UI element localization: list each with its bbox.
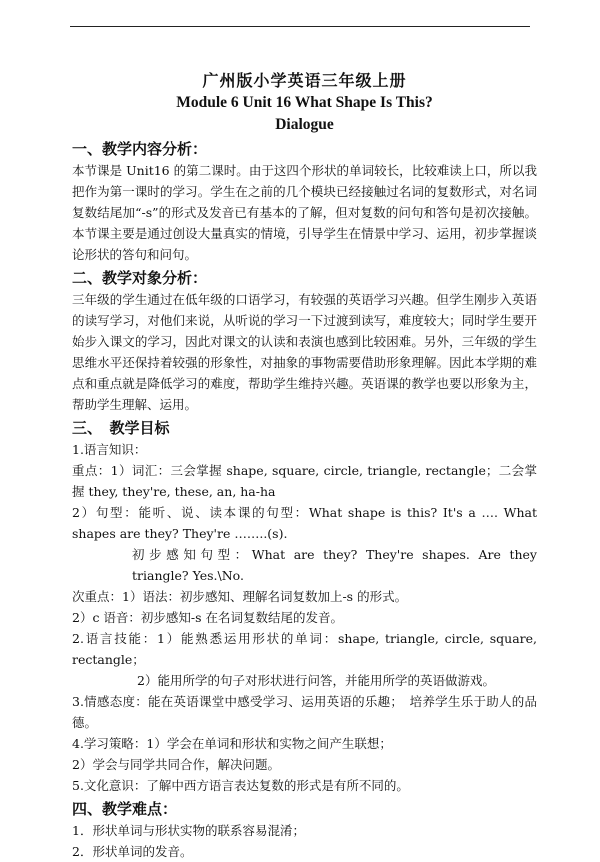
document-page [72,70,537,862]
objective-line: 次重点：1）语法：初步感知、理解名词复数加上-s 的形式。 [72,589,408,604]
section4-heading: 四、教学难点： [72,800,178,818]
header-rule [70,26,530,27]
objective-line: 5.文化意识：了解中西方语言表达复数的形式是有所不同的。 [72,778,409,793]
difficulty-line: 2．形状单词的发音。 [72,844,193,859]
objective-line: 2）学会与同学共同合作，解决问题。 [72,757,280,772]
section3-heading: 三、 教学目标 [72,419,170,437]
section1-body: 本节课是 Unit16 的第二课时。由于这四个形状的单词较长，比较难读上口，所以我把作为第一课时的学习。学生在之前的几个模块已经接触过名词的复数形式，对名词复数结尾加“-s”的形式及发音已有基本的了解，但对复数的问句和答句是初次接触。本节课主要是通过创设大量真实的情境，引导学生在情景中学习、运用，初步掌握谈论形状的答句和问句。 [72,163,537,262]
objective-line: 2.语言技能：1）能熟悉运用形状的单词：shape, triangle, circle, square, rectangle； [72,631,537,667]
objective-line: 2）能用所学的句子对形状进行问答，并能用所学的英语做游戏。 [137,673,495,688]
lesson-subtitle: Dialogue [275,116,334,133]
document-title: 广州版小学英语三年级上册 [202,71,407,90]
objective-line: 重点：1）词汇：三会掌握 shape, square, circle, triangle, rectangle；二会掌握 they, they're, these, an, ha-ha [72,463,537,499]
objective-line: 4.学习策略：1）学会在单词和形状和实物之间产生联想； [72,736,392,751]
difficulty-line: 1．形状单词与形状实物的联系容易混淆； [72,823,305,838]
section2-body: 三年级的学生通过在低年级的口语学习，有较强的英语学习兴趣。但学生刚步入英语的读写学习，对他们来说，从听说的学习一下过渡到读写，难度较大；同时学生要开始步入课文的学习，因此对课文的认读和表演也感到比较困难。另外，三年级的学生思维水平还保持着较强的形象性，对抽象的事物需要借助形象理解。因此本学期的难点和重点就是降低学习的难度，帮助学生维持兴趣。英语课的教学也要以形象为主，帮助学生理解、运用。 [72,292,537,412]
objective-line: 初步感知句型：What are they? They're shapes. Are they triangle? Yes.\No. [132,547,537,583]
objective-line: 3.情感态度：能在英语课堂中感受学习、运用英语的乐趣； 培养学生乐于助人的品德。 [72,694,537,730]
objective-line: 2）句型：能听、说、读本课的句型：What shape is this? It's a …. What shapes are they? They're ……..(s). [72,505,537,541]
lesson-title: Module 6 Unit 16 What Shape Is This? [176,94,433,111]
objective-line: 2）c 语音：初步感知-s 在名词复数结尾的发音。 [72,610,344,625]
section2-heading: 二、教学对象分析： [72,269,208,287]
section1-heading: 一、教学内容分析： [72,140,208,158]
objective-line: 1.语言知识： [72,442,147,457]
